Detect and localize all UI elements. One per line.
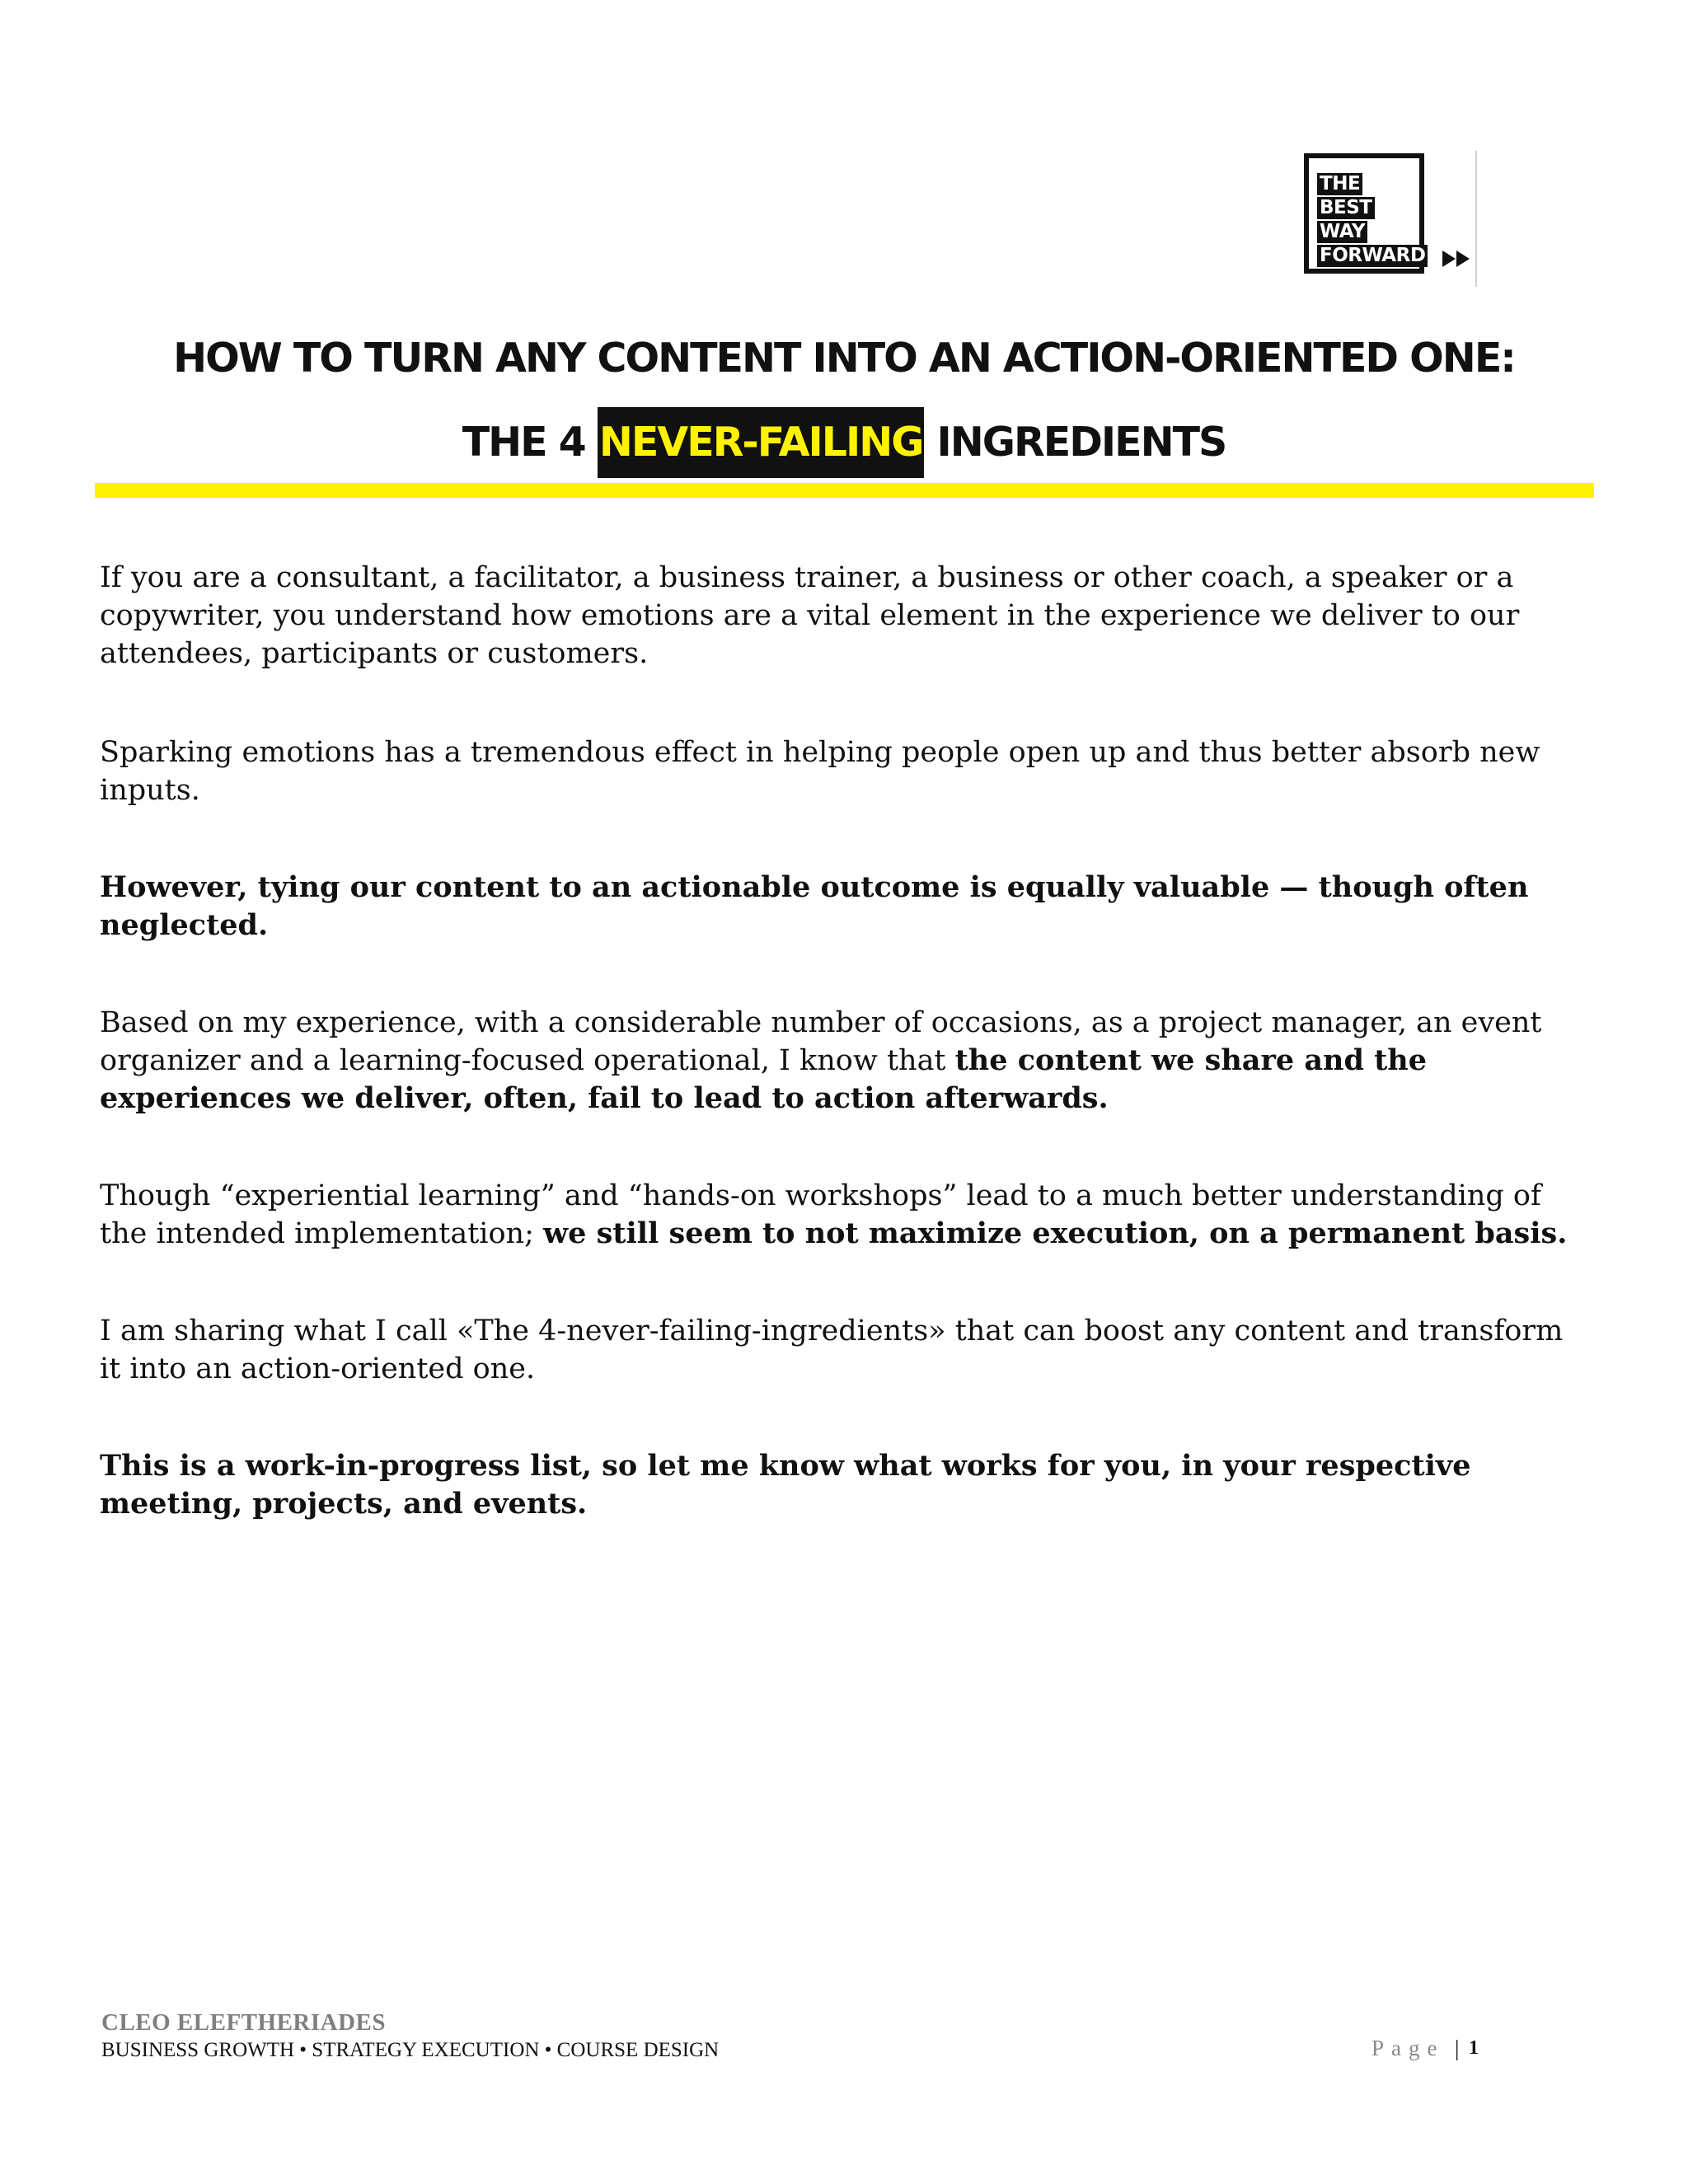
paragraph-intro: If you are a consultant, a facilitator, a business trainer, a business or other coach, a speaker or a copywriter, you understand how emotions are a vital element in the experience we deliver to our attendees, participants or customers. (100, 561, 1520, 670)
paragraph-experiential-emphasis: we still seem to not maximize execution, on a permanent basis. (543, 1216, 1568, 1250)
document-title-line-2 (0, 407, 1688, 478)
footer-author-name: CLEO ELEFTHERIADES (101, 2009, 387, 2036)
logo-divider (1475, 151, 1477, 287)
brand-logo (1304, 153, 1477, 289)
title-suffix: INGREDIENTS (924, 419, 1226, 466)
paragraph-experience-emphasis: the content we share and the experiences we deliver, often, fail to lead to action afterwards. (100, 1043, 1428, 1115)
paragraph-experience-text: Based on my experience, with a considerable number of occasions, as a project manager, an event organizer and a learning-focused operational, I know that (100, 1006, 1542, 1077)
title-underline-rule (95, 483, 1594, 498)
footer-tagline: BUSINESS GROWTH • STRATEGY EXECUTION • COURSE DESIGN (101, 2039, 720, 2061)
paragraph-emotions: Sparking emotions has a tremendous effect in helping people open up and thus better absorb new inputs. (100, 736, 1540, 807)
paragraph-experiential-learning (100, 1177, 1588, 1253)
paragraph-actionable-outcome: However, tying our content to an actionable outcome is equally valuable — though often neglected. (100, 870, 1529, 942)
title-highlight: NEVER-FAILING (598, 407, 925, 478)
logo-word-forward: FORWARD (1317, 245, 1428, 267)
title-prefix: THE 4 (462, 419, 598, 466)
logo-word-the: THE (1317, 173, 1362, 195)
paragraph-experiential-text: Though “experiential learning” and “hands-on workshops” lead to a much better understanding of the intended implementation; (100, 1179, 1541, 1250)
paragraph-ingredients: I am sharing what I call «The 4-never-failing-ingredients» that can boost any content and transform it into an action-oriented one. (100, 1315, 1564, 1385)
document-title-line-1: HOW TO TURN ANY CONTENT INTO AN ACTION-ORIENTED ONE: (173, 335, 1515, 382)
footer-page-label: Page (1372, 2036, 1445, 2060)
footer-separator: | (1455, 2036, 1460, 2060)
double-play-arrow-icon (1442, 251, 1470, 267)
paragraph-work-in-progress: This is a work-in-progress list, so let me know what works for you, in your respective meeting, projects, and events. (100, 1449, 1471, 1521)
paragraph-experience (100, 1004, 1588, 1118)
footer-page-number: 1 (1469, 2037, 1479, 2059)
logo-word-way: WAY (1317, 221, 1367, 243)
logo-frame (1304, 153, 1424, 274)
logo-word-best: BEST (1317, 197, 1375, 219)
